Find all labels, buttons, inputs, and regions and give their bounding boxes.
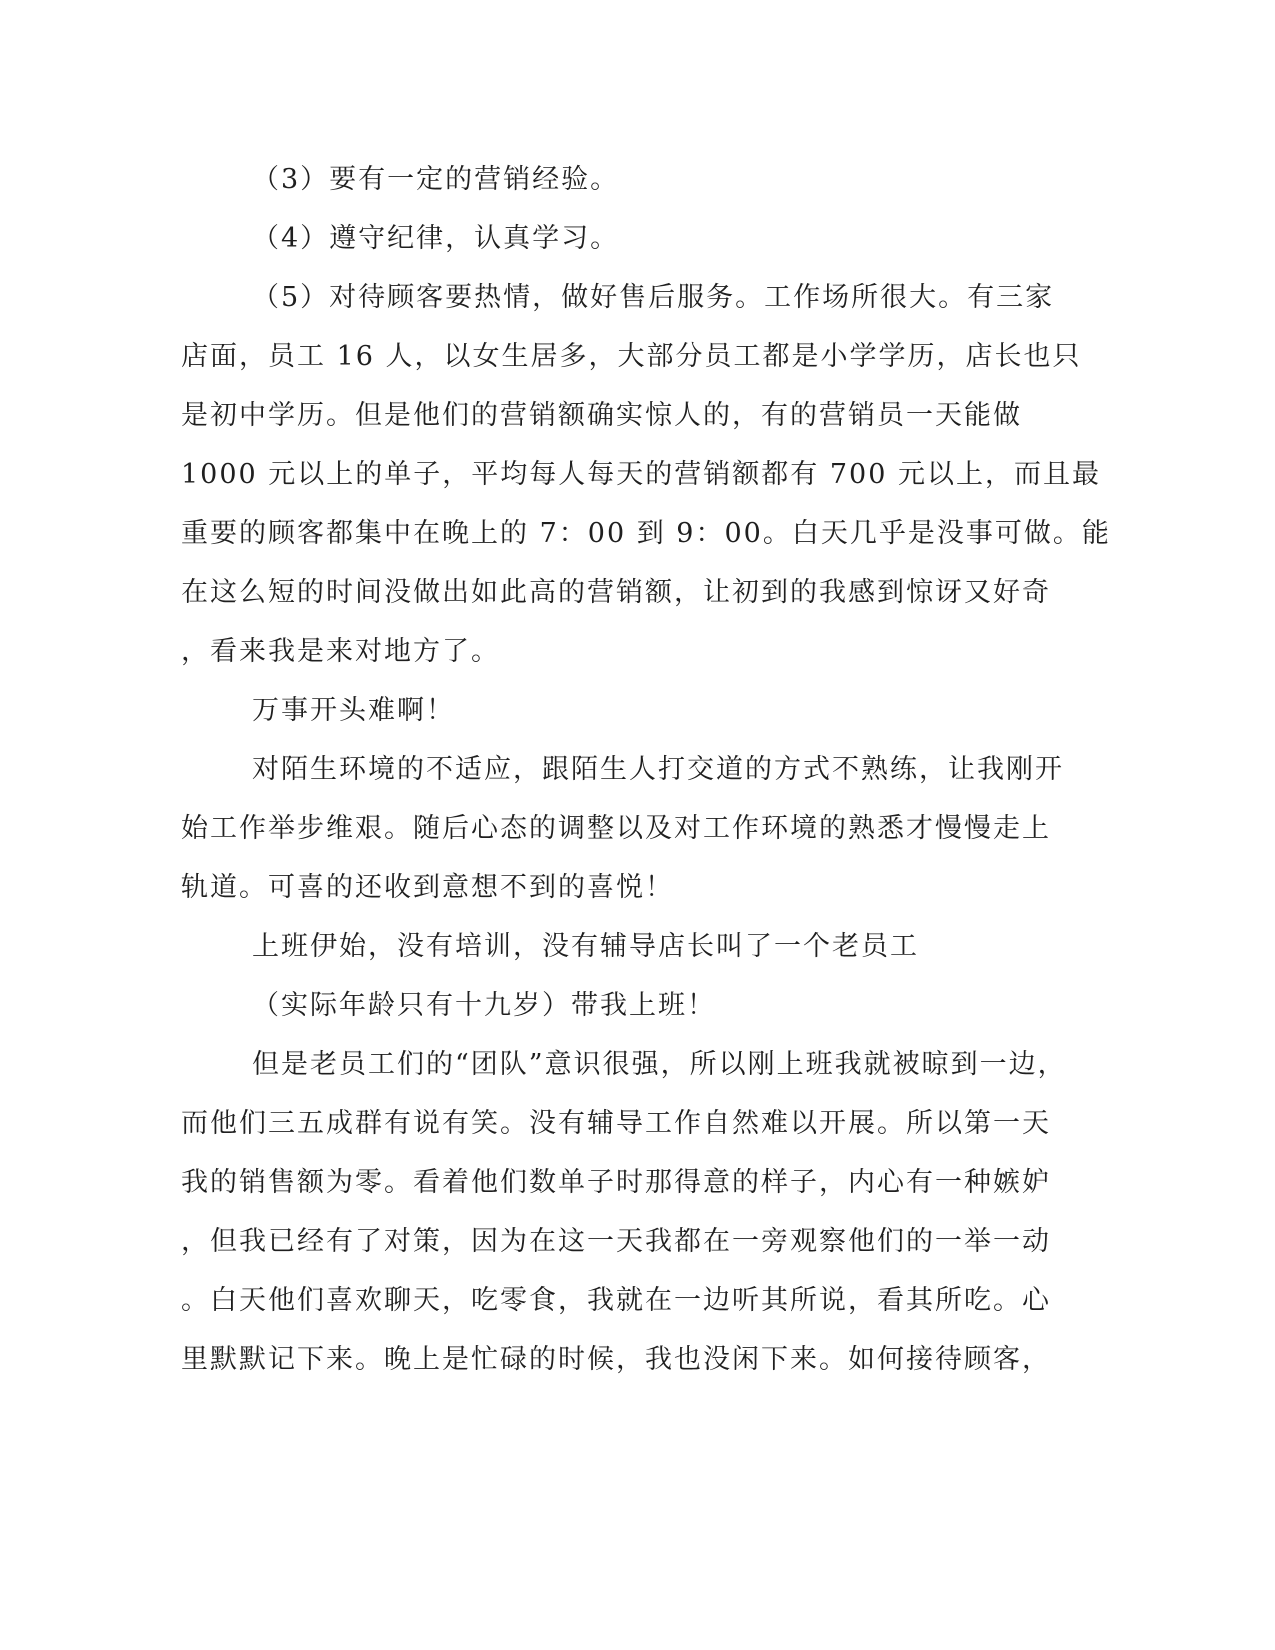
text-line-11: 对陌生环境的不适应，跟陌生人打交道的方式不熟练，让我刚开: [252, 754, 1064, 785]
text-line-5: 是初中学历。但是他们的营销额确实惊人的，有的营销员一天能做: [181, 400, 1022, 431]
text-line-2: （4）遵守纪律，认真学习。: [252, 223, 620, 254]
text-line-6: 1000 元以上的单子，平均每人每天的营销额都有 700 元以上，而且最: [181, 459, 1101, 490]
text-line-17: 而他们三五成群有说有笑。没有辅导工作自然难以开展。所以第一天: [181, 1108, 1051, 1139]
text-line-20: 。白天他们喜欢聊天，吃零食，我就在一边听其所说，看其所吃。心: [181, 1285, 1051, 1316]
text-line-3: （5）对待顾客要热情，做好售后服务。工作场所很大。有三家: [252, 282, 1055, 313]
text-line-1: （3）要有一定的营销经验。: [252, 164, 620, 195]
text-line-19: ，但我已经有了对策，因为在这一天我都在一旁观察他们的一举一动: [181, 1226, 1051, 1257]
text-line-9: ，看来我是来对地方了。: [181, 636, 500, 667]
text-line-15: （实际年龄只有十九岁）带我上班！: [252, 990, 716, 1021]
text-line-10: 万事开头难啊！: [252, 695, 455, 726]
text-line-4: 店面，员工 16 人，以女生居多，大部分员工都是小学学历，店长也只: [181, 341, 1082, 372]
text-line-12: 始工作举步维艰。随后心态的调整以及对工作环境的熟悉才慢慢走上: [181, 813, 1051, 844]
text-line-13: 轨道。可喜的还收到意想不到的喜悦！: [181, 872, 674, 903]
text-line-21: 里默默记下来。晚上是忙碌的时候，我也没闲下来。如何接待顾客，: [181, 1344, 1051, 1375]
text-line-16: 但是老员工们的“团队”意识很强，所以刚上班我就被晾到一边，: [252, 1049, 1067, 1080]
text-line-18: 我的销售额为零。看着他们数单子时那得意的样子，内心有一种嫉妒: [181, 1167, 1051, 1198]
text-line-7: 重要的顾客都集中在晚上的 7：00 到 9：00。白天几乎是没事可做。能: [181, 518, 1111, 549]
text-line-8: 在这么短的时间没做出如此高的营销额，让初到的我感到惊讶又好奇: [181, 577, 1051, 608]
text-line-14: 上班伊始，没有培训，没有辅导店长叫了一个老员工: [252, 931, 919, 962]
